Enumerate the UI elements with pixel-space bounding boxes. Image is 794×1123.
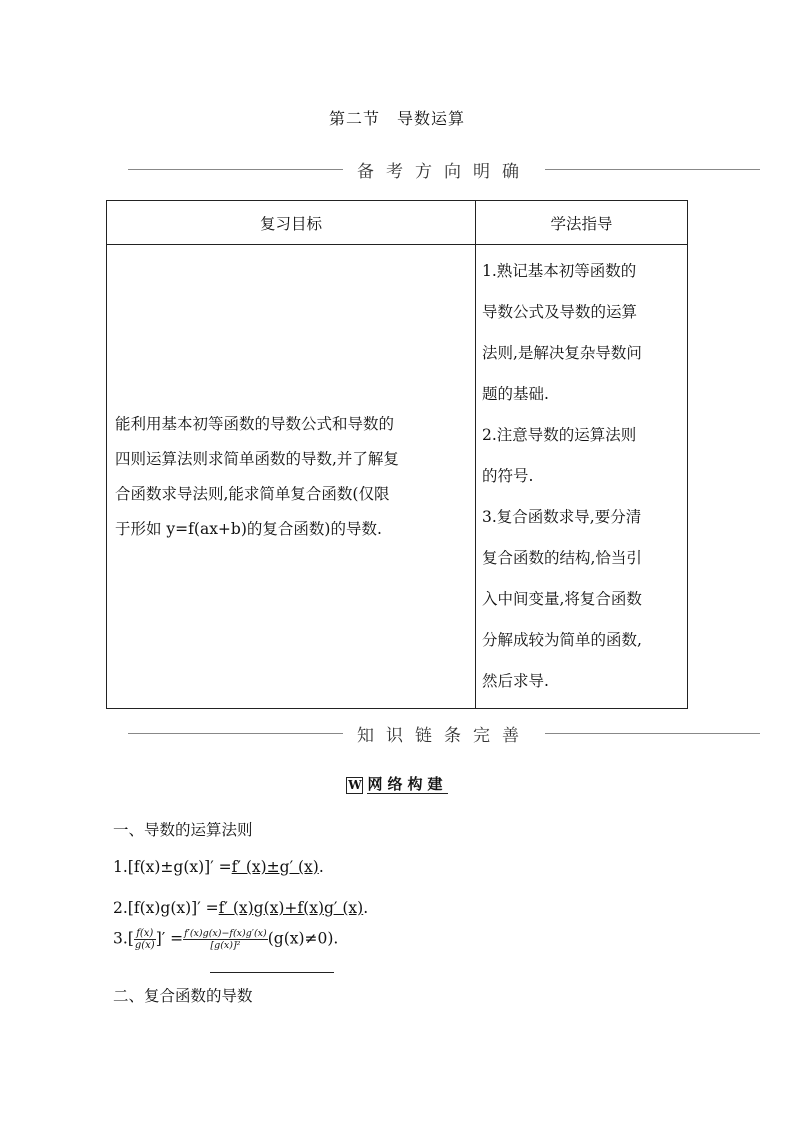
table-header-guidance: 学法指导 — [476, 201, 688, 245]
divider-right — [545, 733, 760, 734]
subsection-title — [0, 773, 794, 794]
rule-mid: ]′ = — [155, 929, 184, 948]
section-header-preparation — [128, 155, 760, 183]
answer-numerator: f′(x)g(x)−f(x)g′(x) — [184, 928, 267, 939]
answer-denominator: [g(x)]² — [210, 940, 241, 951]
answer-underline — [210, 972, 334, 973]
rule-suffix: (g(x)≠0). — [267, 929, 339, 948]
guidance-line: 3.复合函数求导,要分清 — [482, 508, 642, 526]
rule-suffix: . — [318, 858, 324, 876]
goal-line: 能利用基本初等函数的导数公式和导数的 — [115, 414, 395, 433]
goals-cell — [107, 245, 476, 709]
rule-sum — [113, 858, 324, 876]
divider-left — [128, 733, 343, 734]
rule-answer: f′ (x)g(x)+f(x)g′ (x) — [218, 899, 364, 917]
guidance-line: 入中间变量,将复合函数 — [482, 590, 642, 608]
page-title: 第二节 导数运算 — [328, 109, 465, 128]
section-header-knowledge — [128, 719, 760, 747]
rule-product — [113, 899, 368, 917]
section-header-label: 知识链条完善 — [357, 725, 531, 746]
heading-operation-rules: 一、导数的运算法则 — [113, 821, 253, 839]
guidance-cell — [476, 245, 688, 709]
section-header-label: 备考方向明确 — [357, 161, 531, 182]
rule-suffix: . — [363, 899, 369, 917]
goal-line: 合函数求导法则,能求简单复合函数(仅限 — [115, 484, 390, 503]
guidance-line: 导数公式及导数的运算 — [482, 303, 638, 321]
quotient-answer-fraction — [183, 928, 268, 951]
subsection-label: 网络构建 — [367, 775, 448, 793]
quotient-fraction — [134, 928, 156, 951]
goals-table — [106, 200, 688, 709]
rule-prefix: 1.[f(x)±g(x)]′ = — [113, 858, 232, 876]
fraction-denominator: g(x) — [134, 940, 155, 951]
rule-prefix: 2.[f(x)g(x)]′ = — [113, 899, 219, 917]
rule-prefix: 3.[ — [113, 929, 134, 948]
guidance-line: 题的基础. — [482, 385, 549, 403]
heading-composite-derivative: 二、复合函数的导数 — [113, 987, 253, 1005]
guidance-line: 1.熟记基本初等函数的 — [482, 262, 637, 280]
goal-line: 于形如 y=f(ax+b)的复合函数)的导数. — [115, 519, 382, 538]
rule-answer: f′ (x)±g′ (x) — [231, 858, 319, 876]
guidance-line: 然后求导. — [482, 672, 549, 690]
guidance-line: 法则,是解决复杂导数问 — [482, 344, 642, 362]
guidance-line: 的符号. — [482, 467, 534, 485]
fraction-numerator: f(x) — [134, 928, 156, 940]
guidance-line: 分解成较为简单的函数, — [482, 631, 642, 649]
guidance-line: 2.注意导数的运算法则 — [482, 426, 637, 444]
rule-quotient — [113, 928, 338, 951]
w-icon: W — [348, 777, 362, 792]
guidance-line: 复合函数的结构,恰当引 — [482, 549, 642, 567]
goal-line: 四则运算法则求简单函数的导数,并了解复 — [115, 449, 399, 468]
divider-left — [128, 169, 343, 170]
table-header-goals: 复习目标 — [107, 201, 476, 245]
divider-right — [545, 169, 760, 170]
